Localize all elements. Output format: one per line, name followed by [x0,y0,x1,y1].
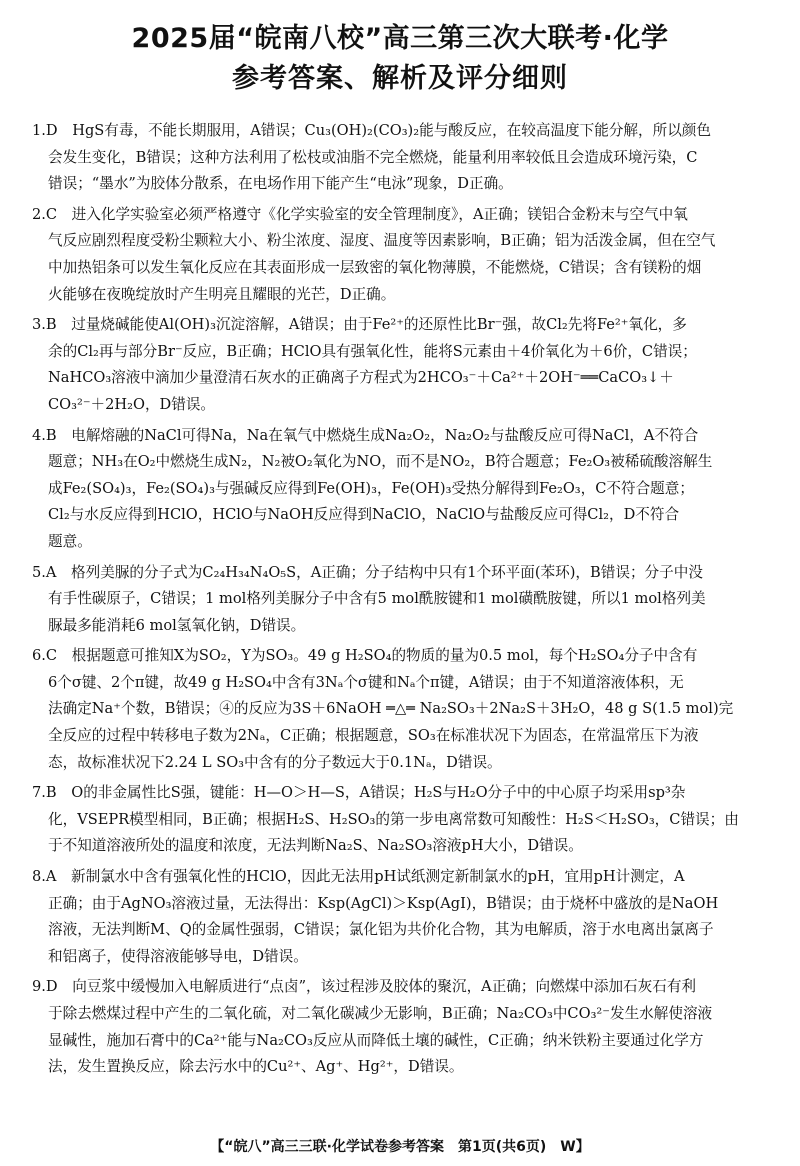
answer-line: 有手性碳原子，C错误；1 mol格列美脲分子中含有5 mol酰胺键和1 mol磺酰胺键，所以1 mol格列美 [48,590,706,608]
answer-item-9 [32,974,772,1080]
answer-line: 法，发生置换反应，除去污水中的Cu²⁺、Ag⁺、Hg²⁺，D错误。 [48,1058,464,1076]
answer-line: 脲最多能消耗6 mol氢氧化钠，D错误。 [48,616,306,634]
answer-line: 和铝离子，使得溶液能够导电，D错误。 [48,947,308,965]
answer-line: 1.D HgS有毒，不能长期服用，A错误；Cu₃(OH)₂(CO₃)₂能与酸反应，在较高温度下能分解，所以颜色 [32,122,711,139]
answer-line: 正确；由于AgNO₃溶液过量，无法得出：Ksp(AgCl)＞Ksp(AgI)，B错误；由于烧杯中盛放的是NaOH [48,894,719,912]
answer-line: Cl₂与水反应得到HClO，HClO与NaOH反应得到NaClO，NaClO与盐酸反应可得Cl₂，D不符合 [48,506,680,524]
answer-item-6 [32,643,772,776]
answer-line: 7.B O的非金属性比S强，键能：H—O＞H—S，A错误；H₂S与H₂O分子中的中心原子均采用sp³杂 [32,784,686,802]
answer-line: 成Fe₂(SO₄)₃，Fe₂(SO₄)₃与强碱反应得到Fe(OH)₃，Fe(OH)₃受热分解得到Fe₂O₃，C不符合题意； [48,479,694,497]
page-subtitle: 参考答案、解析及评分细则 [232,63,568,94]
page-footer: 【“皖八”高三三联·化学试卷参考答案 第1页(共6页) W】 [210,1139,590,1155]
answer-line: 法确定Na⁺个数，B错误；④的反应为3S＋6NaOH ═△═ Na₂SO₃＋2Na₂S＋3H₂O，48 g S(1.5 mol)完 [48,700,734,718]
answer-line: NaHCO₃溶液中滴加少量澄清石灰水的正确离子方程式为2HCO₃⁻＋Ca²⁺＋2OH⁻══CaCO₃↓＋ [48,369,674,387]
answer-item-3 [32,312,772,418]
answer-line: 9.D 向豆浆中缓慢加入电解质进行“点卤”，该过程涉及胶体的聚沉，A正确；向燃煤中添加石灰石有利 [32,978,697,996]
answer-line: 火能够在夜晚绽放时产生明亮且耀眼的光芒，D正确。 [48,285,396,303]
answer-line: 气反应剧烈程度受粉尘颗粒大小、粉尘浓度、湿度、温度等因素影响，B正确；铝为活泼金属，但在空气 [48,232,716,250]
answer-line: 溶液，无法判断M、Q的金属性强弱，C错误；氯化铝为共价化合物，其为电解质，溶于水电离出氯离子 [48,921,714,939]
answer-line: 6个σ键、2个π键，故49 g H₂SO₄中含有3Nₐ个σ键和Nₐ个π键，A错误；由于不知道溶液体积，无 [48,673,684,691]
answer-item-8 [32,864,772,970]
answer-line: 中加热铝条可以发生氧化反应在其表面形成一层致密的氧化物薄膜，不能燃烧，C错误；含有镁粉的烟 [48,258,702,276]
answer-line: 2.C 进入化学实验室必须严格遵守《化学实验室的安全管理制度》，A正确；镁铝合金粉末与空气中氧 [32,205,688,223]
answer-line: 8.A 新制氯水中含有强氧化性的HClO，因此无法用pH试纸测定新制氯水的pH，宜用pH计测定，A [32,868,685,886]
answer-line: 于除去燃煤过程中产生的二氧化硫，对二氧化碳减少无影响，B正确；Na₂CO₃中CO₃²⁻发生水解使溶液 [48,1005,713,1022]
answer-line: 会发生变化，B错误；这种方法利用了松枝或油脂不完全燃烧，能量利用率较低且会造成环境污染，C [48,148,698,166]
answer-line: 6.C 根据题意可推知X为SO₂，Y为SO₃。49 g H₂SO₄的物质的量为0.5 mol，每个H₂SO₄分子中含有 [32,647,698,665]
answer-line: 于不知道溶液所处的温度和浓度，无法判断Na₂S、Na₂SO₃溶液pH大小，D错误。 [48,837,583,855]
answers-list [32,118,772,1085]
answer-item-2 [32,202,772,308]
answer-line: 全反应的过程中转移电子数为2Nₐ，C正确；根据题意，SO₃在标准状况下为固态，在常温常压下为液 [48,727,699,745]
answer-item-5 [32,560,772,640]
answer-line: 4.B 电解熔融的NaCl可得Na，Na在氧气中燃烧生成Na₂O₂，Na₂O₂与盐酸反应可得NaCl，A不符合 [32,426,699,444]
answer-line: 化，VSEPR模型相同，B正确；根据H₂S、H₂SO₃的第一步电离常数可知酸性：H₂S＜H₂SO₃，C错误；由 [48,810,739,828]
answer-line: 态，故标准状况下2.24 L SO₃中含有的分子数远大于0.1Nₐ，D错误。 [48,753,502,771]
answer-line: 余的Cl₂再与部分Br⁻反应，B正确；HClO具有强氧化性，能将S元素由＋4价氧化为＋6价，C错误； [48,342,697,360]
answer-line: 3.B 过量烧碱能使Al(OH)₃沉淀溶解，A错误；由于Fe²⁺的还原性比Br⁻强，故Cl₂先将Fe²⁺氧化，多 [32,316,687,334]
answer-line: 显碱性，施加石膏中的Ca²⁺能与Na₂CO₃反应从而降低土壤的碱性，C正确；纳米铁粉主要通过化学方 [48,1031,704,1049]
answer-item-7 [32,780,772,860]
answer-line: 题意；NH₃在O₂中燃烧生成N₂，N₂被O₂氧化为NO，而不是NO₂，B符合题意；Fe₂O₃被稀硫酸溶解生 [48,453,713,471]
page-title: 2025届“皖南八校”高三第三次大联考·化学 [131,23,669,54]
answer-line: 5.A 格列美脲的分子式为C₂₄H₃₄N₄O₅S，A正确；分子结构中只有1个环平面(苯环)，B错误；分子中没 [32,563,703,581]
answer-item-4 [32,423,772,556]
answer-line: 题意。 [48,532,92,550]
answer-line: 错误；“墨水”为胶体分散系，在电场作用下能产生“电泳”现象，D正确。 [48,175,513,193]
answer-item-1 [32,118,772,198]
answer-line: CO₃²⁻＋2H₂O，D错误。 [48,395,216,413]
